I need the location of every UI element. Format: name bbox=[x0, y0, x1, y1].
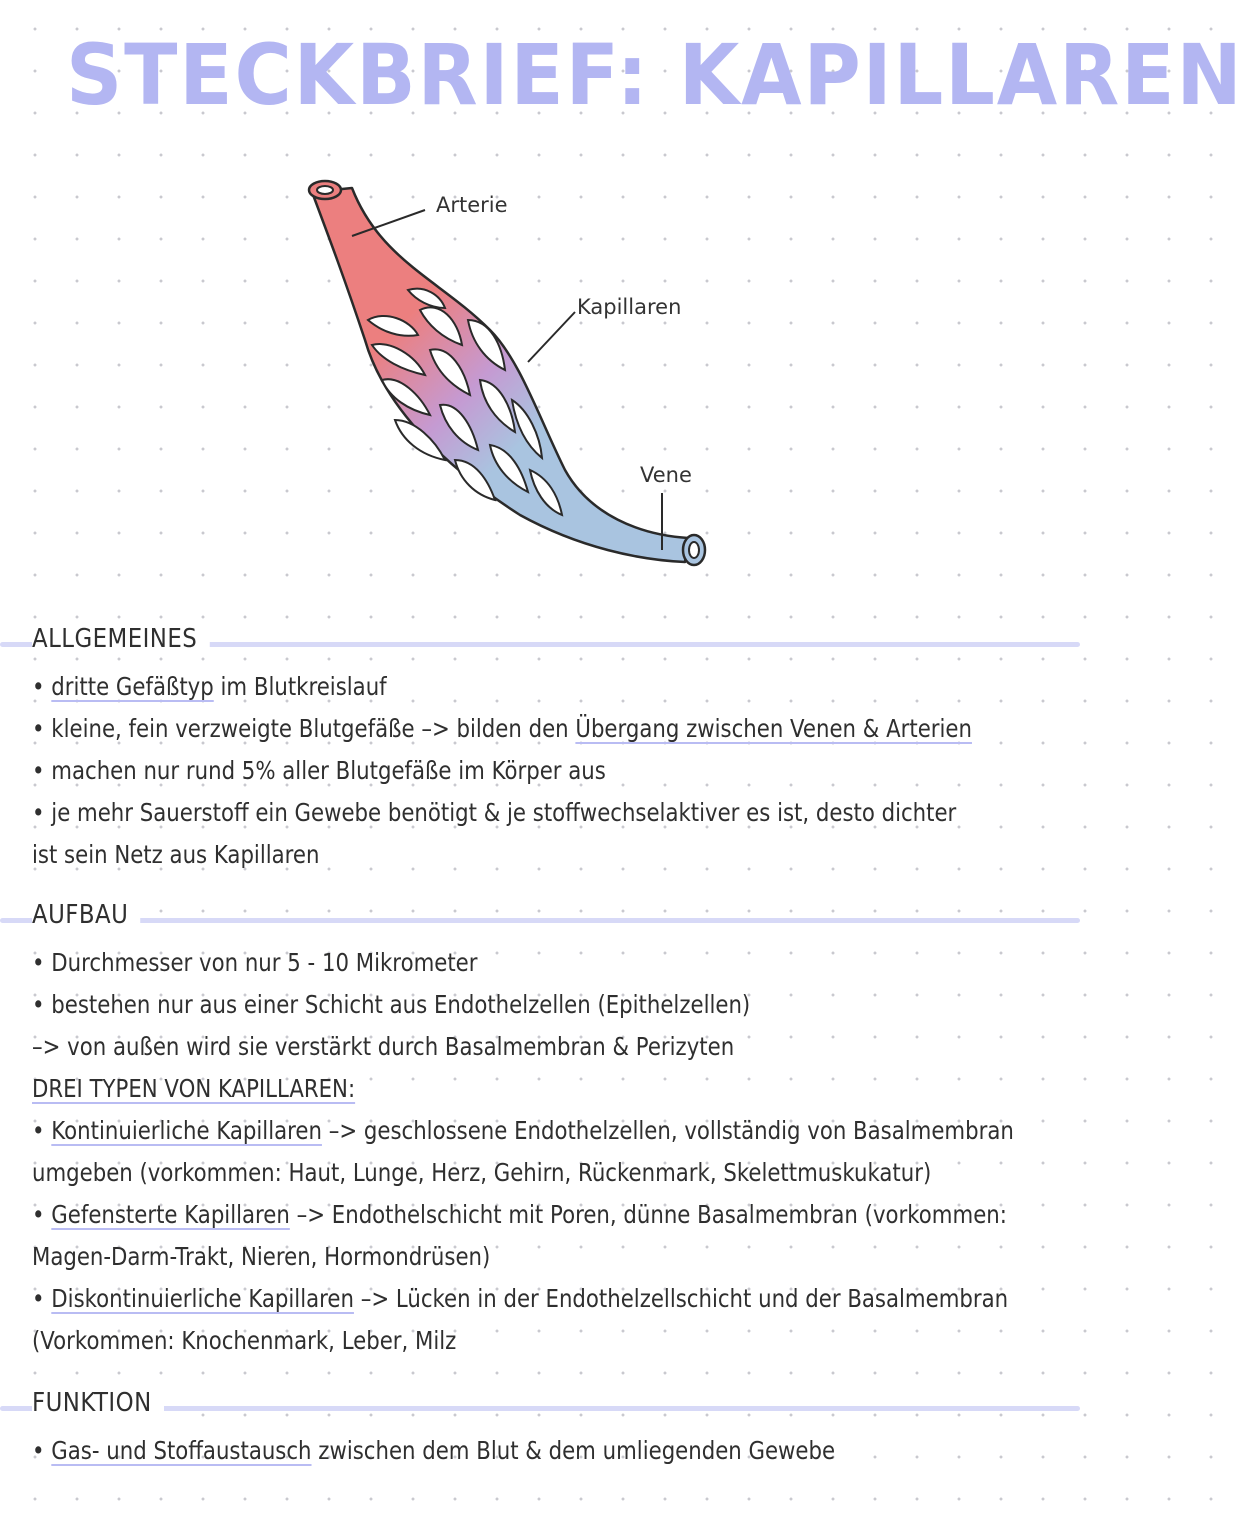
vessel-network bbox=[312, 188, 688, 562]
list-item: • bestehen nur aus einer Schicht aus Endothelzellen (Epithelzellen) bbox=[32, 990, 751, 1019]
list-item-continued: Magen-Darm-Trakt, Nieren, Hormondrüsen) bbox=[32, 1242, 491, 1271]
list-item: • dritte Gefäßtyp im Blutkreislauf bbox=[32, 672, 387, 701]
list-item: • kleine, fein verzweigte Blutgefäße –> bilden den Übergang zwischen Venen & Arterien bbox=[32, 714, 972, 743]
vein-label: Vene bbox=[640, 463, 692, 487]
section-function bbox=[32, 1388, 1032, 1472]
list-item: • machen nur rund 5% aller Blutgefäße im Körper aus bbox=[32, 756, 606, 785]
types-heading: DREI TYPEN VON KAPILLAREN: bbox=[32, 1074, 356, 1103]
divider bbox=[0, 918, 1080, 923]
list-item: • je mehr Sauerstoff ein Gewebe benötigt & je stoffwechselaktiver es ist, desto dichter bbox=[32, 798, 957, 827]
list-item: • Diskontinuierliche Kapillaren –> Lücken in der Endothelzellschicht und der Basalmembran bbox=[32, 1284, 1009, 1313]
list-item-continued: ist sein Netz aus Kapillaren bbox=[32, 840, 320, 869]
section-general bbox=[32, 624, 1032, 876]
section-heading-structure: AUFBAU bbox=[32, 900, 141, 930]
capillaries-label: Kapillaren bbox=[577, 295, 682, 319]
capillary-diagram bbox=[290, 170, 730, 590]
list-item-continued: (Vorkommen: Knochenmark, Leber, Milz bbox=[32, 1326, 457, 1355]
section-heading-function: FUNKTION bbox=[32, 1388, 164, 1418]
list-item-continued: umgeben (vorkommen: Haut, Lunge, Herz, Gehirn, Rückenmark, Skelettmuskukatur) bbox=[32, 1158, 932, 1187]
section-heading-general: ALLGEMEINES bbox=[32, 624, 210, 654]
list-item: • Durchmesser von nur 5 - 10 Mikrometer bbox=[32, 948, 478, 977]
section-structure bbox=[32, 900, 1032, 1362]
list-item: • Gefensterte Kapillaren –> Endothelschicht mit Poren, dünne Basalmembran (vorkommen: bbox=[32, 1200, 1007, 1229]
list-item: • Kontinuierliche Kapillaren –> geschlossene Endothelzellen, vollständig von Basalmembran bbox=[32, 1116, 1014, 1145]
page-title: STECKBRIEF: KAPILLAREN bbox=[66, 26, 1244, 124]
list-item-note: –> von außen wird sie verstärkt durch Basalmembran & Perizyten bbox=[32, 1032, 735, 1061]
artery-label: Arterie bbox=[436, 193, 508, 217]
list-item: • Gas- und Stoffaustausch zwischen dem Blut & dem umliegenden Gewebe bbox=[32, 1436, 836, 1465]
